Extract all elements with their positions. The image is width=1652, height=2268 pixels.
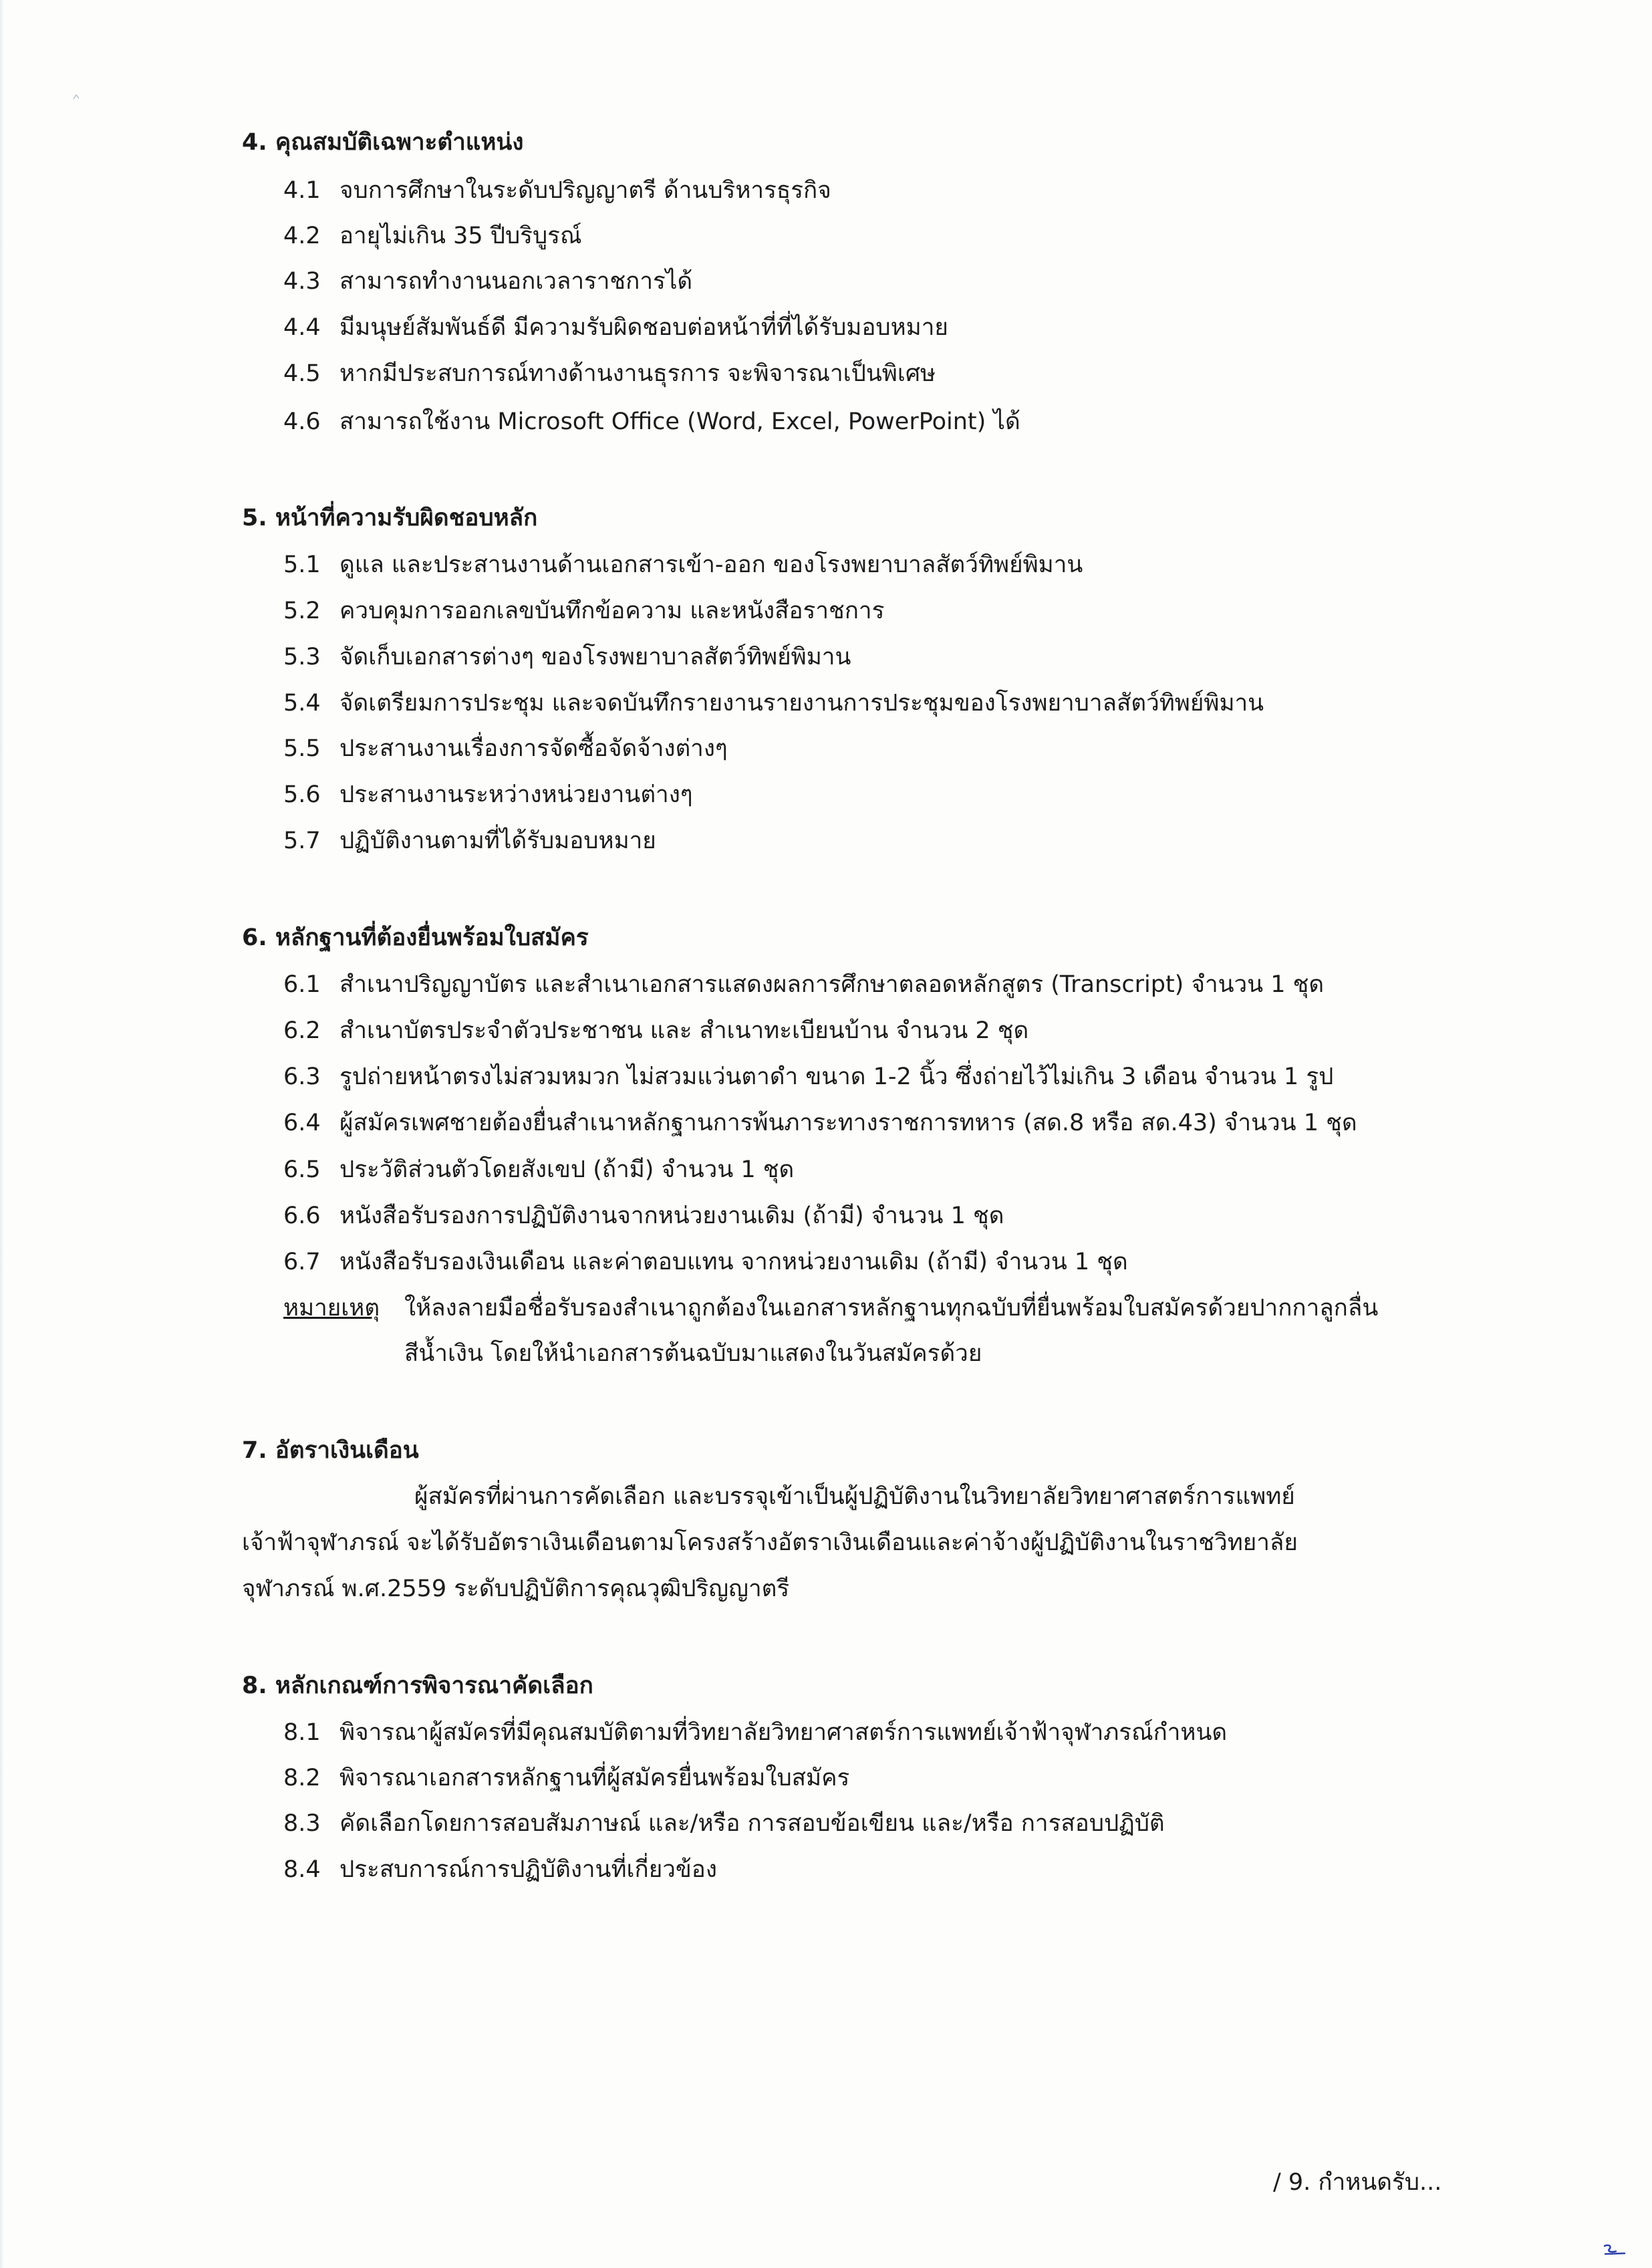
- item-text: พิจารณาเอกสารหลักฐานที่ผู้สมัครยื่นพร้อมใบสมัคร: [339, 1765, 850, 1791]
- list-item: [283, 737, 728, 761]
- section-4-title: 4. คุณสมบัติเฉพาะตำแหน่ง: [242, 129, 524, 156]
- list-item: [283, 410, 1020, 434]
- item-text: สามารถใช้งาน Microsoft Office (Word, Excel, PowerPoint) ได้: [339, 408, 1020, 435]
- item-number: 5.7: [283, 828, 321, 854]
- initials-mark-icon: [1603, 2243, 1627, 2256]
- item-text: หนังสือรับรองการปฏิบัติงานจากหน่วยงานเดิม (ถ้ามี) จำนวน 1 ชุด: [339, 1203, 1004, 1229]
- item-number: 4.3: [283, 268, 321, 295]
- section-7-title: 7. อัตราเงินเดือน: [242, 1437, 419, 1464]
- item-number: 5.5: [283, 735, 321, 762]
- section-6-title: 6. หลักฐานที่ต้องยื่นพร้อมใบสมัคร: [242, 924, 589, 951]
- note-text-line-2: สีน้ำเงิน โดยให้นำเอกสารต้นฉบับมาแสดงในวันสมัครด้วย: [404, 1340, 982, 1367]
- section-8-title: 8. หลักเกณฑ์การพิจารณาคัดเลือก: [242, 1672, 593, 1699]
- item-text: ผู้สมัครเพศชายต้องยื่นสำเนาหลักฐานการพ้นภาระทางราชการทหาร (สด.8 หรือ สด.43) จำนวน 1 ชุด: [339, 1110, 1357, 1136]
- item-text: คัดเลือกโดยการสอบสัมภาษณ์ และ/หรือ การสอบข้อเขียน และ/หรือ การสอบปฏิบัติ: [339, 1810, 1165, 1837]
- item-number: 4.2: [283, 223, 321, 249]
- list-item: [283, 1812, 1165, 1836]
- item-number: 8.1: [283, 1719, 321, 1746]
- item-text: อายุไม่เกิน 35 ปีบริบูรณ์: [339, 223, 582, 249]
- item-number: 6.5: [283, 1156, 321, 1183]
- list-item: [283, 316, 948, 340]
- item-text: ปฏิบัติงานตามที่ได้รับมอบหมาย: [339, 828, 656, 854]
- item-text: มีมนุษย์สัมพันธ์ดี มีความรับผิดชอบต่อหน้าที่ที่ได้รับมอบหมาย: [339, 314, 948, 341]
- salary-paragraph-line-3: จุฬาภรณ์ พ.ศ.2559 ระดับปฏิบัติการคุณวุฒิปริญญาตรี: [242, 1576, 790, 1602]
- list-item: [283, 1112, 1357, 1135]
- item-number: 5.6: [283, 781, 321, 808]
- item-text: สามารถทำงานนอกเวลาราชการได้: [339, 268, 693, 295]
- item-text: ควบคุมการออกเลขบันทึกข้อความ และหนังสือราชการ: [339, 598, 885, 624]
- list-item: [283, 1019, 1028, 1043]
- item-number: 5.1: [283, 551, 321, 578]
- list-item: [283, 179, 831, 203]
- item-text: ประวัติส่วนตัวโดยสังเขป (ถ้ามี) จำนวน 1 ชุด: [339, 1156, 795, 1183]
- scan-edge: [0, 0, 4, 2268]
- item-text: หากมีประสบการณ์ทางด้านงานธุรการ จะพิจารณาเป็นพิเศษ: [339, 360, 936, 387]
- list-item: [283, 830, 656, 853]
- item-number: 6.7: [283, 1249, 321, 1275]
- item-number: 6.4: [283, 1110, 321, 1136]
- item-text: สำเนาบัตรประจำตัวประชาชน และ สำเนาทะเบียนบ้าน จำนวน 2 ชุด: [339, 1017, 1029, 1044]
- list-item: [283, 1858, 717, 1882]
- item-number: 8.4: [283, 1856, 321, 1883]
- salary-paragraph-line-1: ผู้สมัครที่ผ่านการคัดเลือก และบรรจุเข้าเป็นผู้ปฏิบัติงานในวิทยาลัยวิทยาศาสตร์การแพทย์: [414, 1483, 1295, 1510]
- item-number: 4.1: [283, 177, 321, 204]
- list-item: [283, 1065, 1333, 1089]
- list-item: [283, 270, 692, 293]
- list-item: [283, 1205, 1004, 1228]
- item-text: ประสานงานเรื่องการจัดซื้อจัดจ้างต่างๆ: [339, 735, 728, 762]
- item-text: รูปถ่ายหน้าตรงไม่สวมหมวก ไม่สวมแว่นตาดำ ขนาด 1-2 นิ้ว ซึ่งถ่ายไว้ไม่เกิน 3 เดือน จำนวน 1 รูป: [339, 1063, 1334, 1090]
- list-item: [283, 1767, 849, 1790]
- list-item: [283, 1158, 794, 1182]
- item-number: 4.4: [283, 314, 321, 341]
- list-item: [283, 1721, 1227, 1745]
- list-item: [283, 362, 936, 386]
- list-item: [283, 553, 1083, 577]
- item-number: 4.5: [283, 360, 321, 387]
- item-number: 8.2: [283, 1765, 321, 1791]
- item-number: 5.2: [283, 598, 321, 624]
- item-number: 6.1: [283, 971, 321, 998]
- list-item: [283, 646, 851, 669]
- section-5-title: 5. หน้าที่ความรับผิดชอบหลัก: [242, 505, 538, 531]
- list-item: [283, 1251, 1128, 1274]
- note-text-line-1: ให้ลงลายมือชื่อรับรองสำเนาถูกต้องในเอกสารหลักฐานทุกฉบับที่ยื่นพร้อมใบสมัครด้วยปากกาลูกลื่น: [404, 1295, 1379, 1321]
- item-number: 6.6: [283, 1203, 321, 1229]
- item-number: 6.2: [283, 1017, 321, 1044]
- item-text: ประสบการณ์การปฏิบัติงานที่เกี่ยวข้อง: [339, 1856, 717, 1883]
- item-number: 4.6: [283, 408, 321, 435]
- item-text: ประสานงานระหว่างหน่วยงานต่างๆ: [339, 781, 693, 808]
- item-text: สำเนาปริญญาบัตร และสำเนาเอกสารแสดงผลการศึกษาตลอดหลักสูตร (Transcript) จำนวน 1 ชุด: [339, 971, 1325, 998]
- page-continuation-footer: / 9. กำหนดรับ...: [1273, 2169, 1442, 2196]
- list-item: [283, 783, 693, 807]
- note-label: หมายเหตุ: [283, 1295, 380, 1321]
- item-number: 6.3: [283, 1063, 321, 1090]
- item-text: หนังสือรับรองเงินเดือน และค่าตอบแทน จากหน่วยงานเดิม (ถ้ามี) จำนวน 1 ชุด: [339, 1249, 1128, 1275]
- item-text: จัดเตรียมการประชุม และจดบันทึกรายงานรายงานการประชุมของโรงพยาบาลสัตว์ทิพย์พิมาน: [339, 690, 1264, 717]
- list-item: [283, 692, 1264, 715]
- item-text: ดูแล และประสานงานด้านเอกสารเข้า-ออก ของโรงพยาบาลสัตว์ทิพย์พิมาน: [339, 551, 1083, 578]
- scan-speck-icon: [72, 94, 82, 100]
- list-item: [283, 600, 884, 623]
- salary-paragraph-line-2: เจ้าฟ้าจุฬาภรณ์ จะได้รับอัตราเงินเดือนตามโครงสร้างอัตราเงินเดือนและค่าจ้างผู้ปฏิบัติงานในราชวิทยาลัย: [242, 1529, 1298, 1556]
- list-item: [283, 973, 1324, 997]
- item-text: จบการศึกษาในระดับปริญญาตรี ด้านบริหารธุรกิจ: [339, 177, 831, 204]
- item-text: จัดเก็บเอกสารต่างๆ ของโรงพยาบาลสัตว์ทิพย์พิมาน: [339, 644, 851, 670]
- item-number: 5.3: [283, 644, 321, 670]
- item-number: 8.3: [283, 1810, 321, 1837]
- item-number: 5.4: [283, 690, 321, 717]
- list-item: [283, 225, 581, 248]
- item-text: พิจารณาผู้สมัครที่มีคุณสมบัติตามที่วิทยาลัยวิทยาศาสตร์การแพทย์เจ้าฟ้าจุฬาภรณ์กำหนด: [339, 1719, 1228, 1746]
